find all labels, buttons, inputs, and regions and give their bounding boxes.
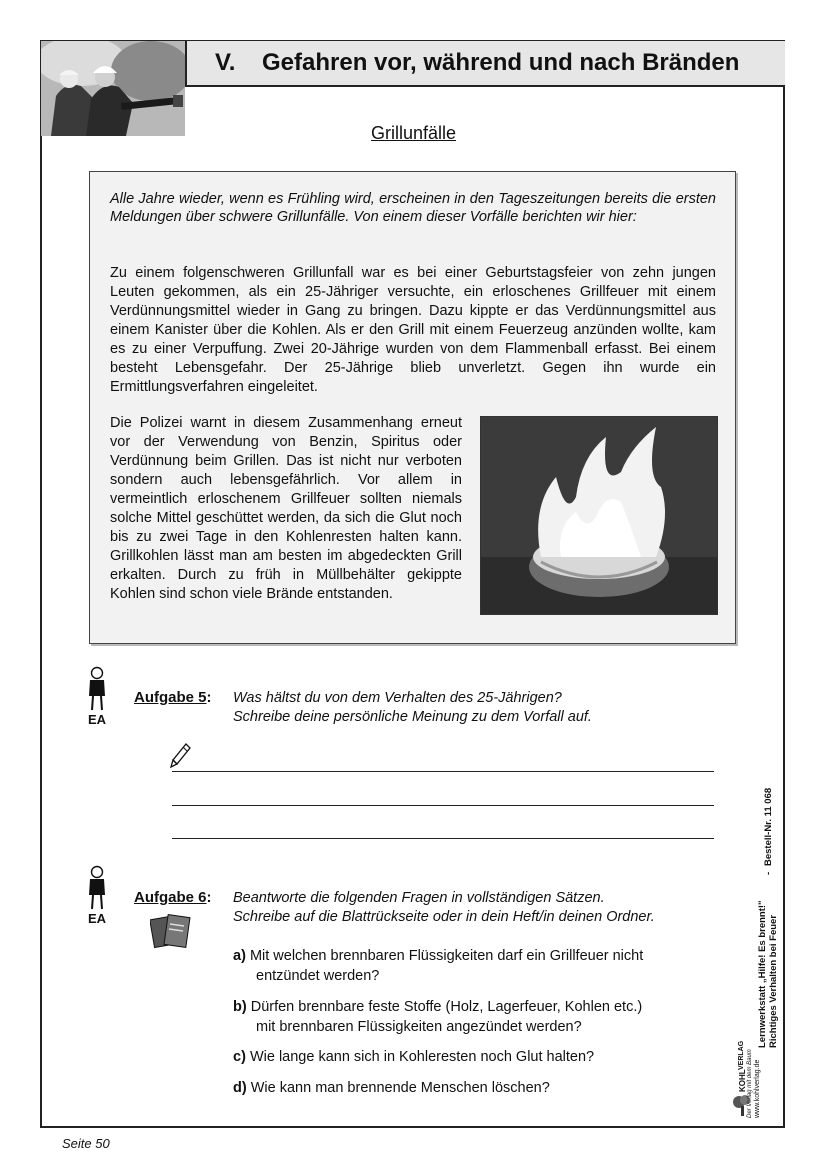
task-6-instruction-1: Beantworte die folgenden Fragen in vollständigen Sätzen. — [233, 890, 605, 906]
grill-fire-illustration — [481, 417, 717, 614]
question-b — [233, 997, 713, 1037]
answer-line[interactable] — [172, 805, 714, 806]
ea-label: EA — [87, 712, 107, 727]
sidebar-separator: - — [763, 871, 774, 875]
question-letter: c) — [233, 1049, 246, 1065]
person-icon — [82, 865, 112, 911]
person-icon — [82, 666, 112, 712]
workshop-subtitle: Richtiges Verhalten bei Feuer — [768, 914, 779, 1048]
firefighter-illustration — [41, 41, 185, 136]
story-paragraph-2: Die Polizei warnt in diesem Zusammenhang erneut vor der Verwendung von Benzin, Spiritus oder Verdünnung beim Grillen. Das ist nicht nur verboten sondern auch lebensgefährlich. Vor allem in vermeintlich erloschenem Grillfeuer sollten niemals solche Mittel geschüttet werden, da sich die Glut noch bis zu zwei Tage in den Kohlenresten halten kann. Grillkohlen lässt man am besten im abgedeckten Grill erkalten. Durch zu früh in Müllbehälter gekippte Kohlen sind schon viele Brände entstanden. — [110, 415, 462, 602]
question-letter: d) — [233, 1080, 247, 1096]
task-6-colon: : — [206, 889, 212, 906]
question-text: Wie lange kann sich in Kohleresten noch Glut halten? — [249, 1049, 595, 1065]
title-bar — [185, 41, 785, 87]
pencil-icon — [170, 742, 192, 770]
publisher-name: KOHL — [738, 1069, 747, 1092]
story-box — [89, 171, 736, 644]
page-title: Gefahren vor, während und nach Bränden — [262, 49, 740, 76]
question-text: Wie kann man brennende Menschen löschen? — [250, 1080, 550, 1096]
question-text-continued: mit brennbaren Flüssigkeiten angezündet werden? — [256, 1019, 582, 1035]
task-5-title: Aufgabe 5 — [134, 689, 207, 706]
answer-line[interactable] — [172, 838, 714, 839]
task-5-colon: : — [206, 689, 212, 706]
publisher-url[interactable]: www.kohlverlag.de — [754, 1059, 761, 1118]
question-a — [233, 946, 713, 986]
notebook-icon — [150, 912, 194, 952]
question-text-continued: entzündet werden? — [256, 968, 380, 984]
task-6-instruction-2: Schreibe auf die Blattrückseite oder in dein Heft/in deinen Ordner. — [233, 909, 655, 925]
order-number: Bestell-Nr. 11 068 — [763, 787, 774, 866]
task-6-label — [134, 889, 212, 906]
individual-work-icon — [82, 865, 112, 925]
publisher-slogan: Der Verlag mit dem Baum — [747, 1049, 753, 1118]
grill-fire-photo — [480, 416, 718, 615]
individual-work-icon — [82, 666, 112, 726]
question-text: Mit welchen brennbaren Flüssigkeiten darf ein Grillfeuer nicht — [249, 948, 644, 964]
question-d — [233, 1078, 713, 1098]
story-paragraph-1: Zu einem folgenschweren Grillunfall war es bei einer Geburtstagsfeier von zehn jungen Leuten gekommen, als ein 25-Jähriger versuchte, ein erloschenes Grillfeuer mit einem Verdünnungsmittel wieder in Gang zu bringen. Dazu kippte er das Verdünnungsmittel aus einem Kanister über die Kohlen. Als er den Grill mit einem Feuerzeug anzünden wollte, kam es zu einer Verpuffung. Zwei 20-Jährige wurden von dem Flammenball erfasst. Bei einem besteht Lebensgefahr. Der 25-Jährige blieb unverletzt. Gegen ihn wurde ein Ermittlungsverfahren eingeleitet. — [110, 265, 716, 395]
question-letter: a) — [233, 948, 246, 964]
page-number: Seite 50 — [62, 1136, 110, 1151]
section-subtitle: Grillunfälle — [370, 123, 457, 143]
task-6-title: Aufgabe 6 — [134, 889, 207, 906]
publisher-tag: VERLAG — [738, 1040, 745, 1070]
task-5-label — [134, 689, 212, 706]
question-c — [233, 1047, 713, 1067]
story-intro: Alle Jahre wieder, wenn es Frühling wird, erscheinen in den Tageszeitungen bereits die ersten Meldungen über schwere Grillunfälle. Von einem dieser Vorfälle berichten wir hier: — [110, 191, 716, 225]
chapter-number: V. — [215, 49, 236, 76]
answer-line[interactable] — [172, 771, 714, 772]
question-text: Dürfen brennbare feste Stoffe (Holz, Lagerfeuer, Kohlen etc.) — [250, 999, 643, 1015]
ea-label: EA — [87, 911, 107, 926]
task-5-instruction-2: Schreibe deine persönliche Meinung zu dem Vorfall auf. — [233, 709, 592, 725]
firefighter-photo — [41, 41, 185, 136]
workshop-title: Lernwerkstatt „Hilfe! Es brennt!" — [757, 900, 768, 1048]
task-5-instruction-1: Was hältst du von dem Verhalten des 25-Jährigen? — [233, 690, 562, 706]
question-letter: b) — [233, 999, 247, 1015]
